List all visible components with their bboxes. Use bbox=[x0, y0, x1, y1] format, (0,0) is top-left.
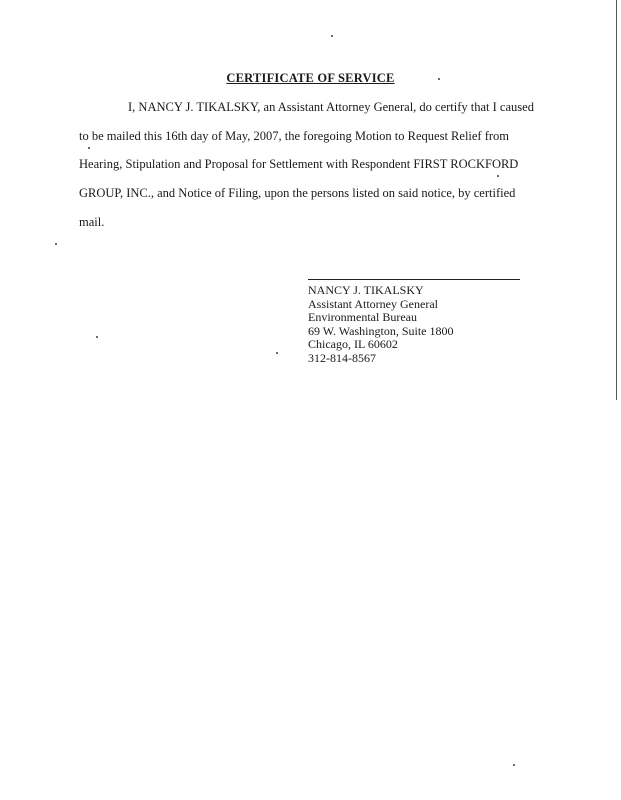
body-line-5: mail. bbox=[79, 215, 105, 229]
body-line-4: GROUP, INC., and Notice of Filing, upon the persons listed on said notice, by certified bbox=[79, 186, 516, 200]
signature-block bbox=[308, 284, 454, 366]
scan-speck bbox=[497, 175, 499, 177]
scan-edge-line bbox=[616, 0, 617, 400]
scan-speck bbox=[55, 243, 57, 245]
signer-street: 69 W. Washington, Suite 1800 bbox=[308, 323, 454, 338]
signer-bureau: Environmental Bureau bbox=[308, 310, 417, 325]
body-line-2: to be mailed this 16th day of May, 2007, the foregoing Motion to Request Relief from bbox=[79, 129, 510, 143]
scan-speck bbox=[96, 336, 98, 338]
document-title: CERTIFICATE OF SERVICE bbox=[226, 71, 395, 85]
scan-speck bbox=[331, 35, 333, 37]
signer-phone: 312-814-8567 bbox=[308, 350, 376, 365]
body-line-1: I, NANCY J. TIKALSKY, an Assistant Attorney General, do certify that I caused bbox=[128, 100, 534, 114]
signer-city: Chicago, IL 60602 bbox=[308, 337, 398, 352]
scan-speck bbox=[438, 78, 440, 80]
signer-position: Assistant Attorney General bbox=[308, 296, 438, 311]
signer-name: NANCY J. TIKALSKY bbox=[308, 283, 424, 297]
scan-speck bbox=[88, 147, 90, 149]
scan-speck bbox=[276, 352, 278, 354]
signature-line bbox=[308, 279, 520, 280]
body-line-3: Hearing, Stipulation and Proposal for Settlement with Respondent FIRST ROCKFORD bbox=[79, 157, 519, 171]
scan-speck bbox=[513, 764, 515, 766]
